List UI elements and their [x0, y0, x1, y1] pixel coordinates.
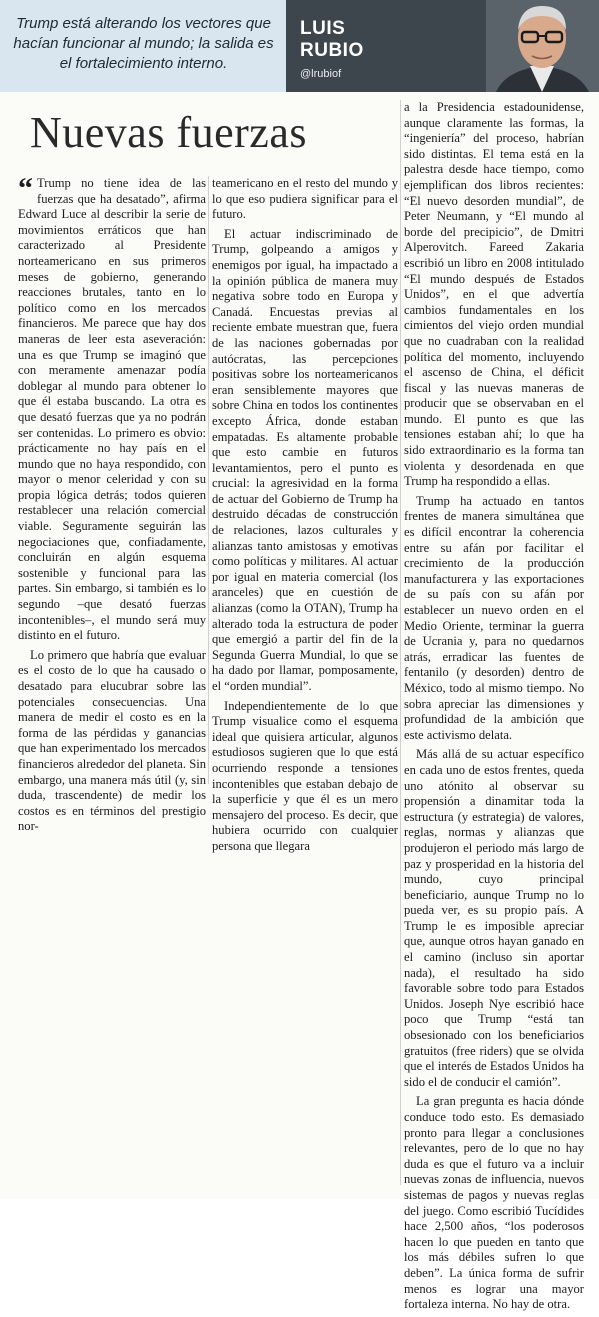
paragraph: La gran pregunta es hacia dónde conduce todo esto. Es demasiado pronto para llegar a conclusiones relevantes, pero de lo que no hay duda es que el futuro va a incluir nuevas zonas de influencia, nuevos sistemas de pagos y nuevas reglas del juego. Como escribió Tucídides hace 2,500 años, “los poderosos hacen lo que pueden en tanto que los más débiles sufren lo que deben”. La única forma de sufrir menos es lograr una mayor fortaleza interna. No hay de otra. [404, 1094, 584, 1312]
paragraph: Más allá de su actuar específico en cada uno de estos frentes, queda uno atónito al observar su propensión a dinamitar toda la estructura (y estrategia) de valores, reglas, normas y alianzas que produjeron el periodo más largo de paz y prosperidad en la historia del mundo, cuyo principal beneficiario, aunque Trump no lo pueda ver, es su propio país. A Trump le es imposible apreciar que, aunque otros hayan ganado en el camino (incluso sin aportar nada), el resultado ha sido favorable sobre todo para Estados Unidos. Joseph Nye escribió hace poco que Trump “está tan obsesionado con los beneficiarios gratuitos (free riders) que se olvida que el interés de Estados Unidos ha sido el de conducir el camión”. [404, 747, 584, 1089]
paragraph: Independientemente de lo que Trump visualice como el esquema ideal que quisiera articular, algunos estudiosos sugieren que lo que está ocurriendo responde a tensiones incontenibles que estaban debajo de la superficie y que él es un mero mensajero del proceso. Es decir, que hubiera ocurrido con cualquier persona que llegara [212, 698, 398, 853]
article-column-2 [212, 176, 398, 859]
article-column-3 [404, 100, 584, 1317]
column-divider [208, 176, 209, 784]
article-column-1 [18, 172, 206, 839]
article-headline: Nuevas fuerzas [30, 108, 307, 157]
author-portrait [486, 0, 599, 92]
paragraph: teamericano en el resto del mundo y lo que eso pudiera significar para el futuro. [212, 176, 398, 222]
paragraph: Lo primero que habría que evaluar es el costo de lo que ha causado o desatado para elucubrar sobre las potenciales consecuencias. Una manera de medir el costo es en la forma de las pérdidas y ganancias que han experimentado los mercados financieros alrededor del planeta. Sin embargo, una manera más útil (y, sin duda, trascendente) de medir los costos es en términos del prestigio nor- [18, 647, 206, 834]
opening-quote-mark: “ [18, 172, 33, 205]
author-handle: @lrubiof [300, 68, 342, 80]
column-header [0, 0, 599, 92]
paragraph: Trump ha actuado en tantos frentes de manera simultánea que es difícil encontrar la coherencia entre su afán por facilitar el crecimiento de la producción manufacturera y las exportaciones de su país con su afán por establecer un nuevo orden en el Medio Oriente, terminar la guerra de Ucrania y, para no quedarnos atrás, erradicar las fuentes de fentanilo (y desorden) dentro de México, todo al mismo tiempo. No sobra apreciar las dimensiones y profundidad de la ambición que este activismo delata. [404, 493, 584, 742]
paragraph [18, 172, 206, 644]
column-divider [400, 100, 401, 1185]
author-name: LUIS RUBIO [300, 18, 364, 61]
paragraph-text: Trump no tiene idea de las fuerzas que ha desatado”, afirma Edward Luce al describir la serie de movimientos erráticos que han caracterizado al Presidente norteamericano en sus primeros meses de gobierno, generando reacciones brutales, tanto en lo político como en los mercados financieros. Me parece que hay dos maneras de leer esta aseveración: una es que Trump se imaginó que con meramente amenazar podía doblegar al mundo para obtener lo que él estaba buscando. La otra es que desató fuerzas que ya no podrán ser contenidas. Lo primero es obvio: prácticamente no hay país en el mundo que no haya respondido, con mayor o menor celeridad y con su propia lógica detrás; todos quieren restablecer una relación comercial viable. Seguramente seguirán las negociaciones que, confiadamente, concluirán en algún esquema sostenible y funcional para las partes. Sin embargo, si también es lo segundo –que desató fuerzas incontenibles–, el mundo será muy distinto en el futuro. [18, 176, 206, 643]
column-tagline: Trump está alterando los vectores que hacían funcionar al mundo; la salida es el fortalecimiento interno. [13, 15, 274, 72]
paragraph: El actuar indiscriminado de Trump, golpeando a amigos y enemigos por igual, ha impactado a la opinión pública de manera muy negativa sobre todo en Europa y Canadá. Encuestas previas al reciente embate muestran que, fuera de las naciones gobernadas por autócratas, las percepciones positivas sobre los norteamericanos eran sensiblemente mayores que sobre China en todos los continentes excepto África, donde estaban empatadas. Es altamente probable que esto cambie en futuros levantamientos, pero el punto es crucial: la agresividad en la forma de actuar del Gobierno de Trump ha destruido décadas de construcción de relaciones, lazos culturales y alianzas tanto amistosas y emotivas como políticas y militares. Al actuar por igual en materia comercial (los aranceles) que en cuestión de alianzas (como la OTAN), Trump ha alterado toda la estructura de poder que emergió a partir del fin de la Segunda Guerra Mundial, lo que se ha dado por llamar, pomposamente, el “orden mundial”. [212, 226, 398, 693]
paragraph: a la Presidencia estadounidense, aunque claramente las formas, la “ingeniería” del proceso, habrían sido distintas. El tema está en la palestra desde hace tiempo, como ejemplifican dos libros recientes: “El nuevo desorden mundial”, de Peter Neumann, y “El mundo al borde del precipicio”, de Dmitri Alperovitch. Fareed Zakaria escribió un libro en 2008 intitulado “El mundo después de Estados Unidos”, en el que advertía cambios fundamentales en los cimientos del viejo orden mundial que no cuadraban con la realidad política del momento, incluyendo el ascenso de China, el déficit fiscal y las nuevas maneras de producir que se observaban en el mundo. El punto es que las tensiones estaban ahí; lo que ha sido extraordinario es la forma tan violenta y desordenada en que Trump ha respondido a ellas. [404, 100, 584, 489]
author-panel [286, 0, 599, 92]
